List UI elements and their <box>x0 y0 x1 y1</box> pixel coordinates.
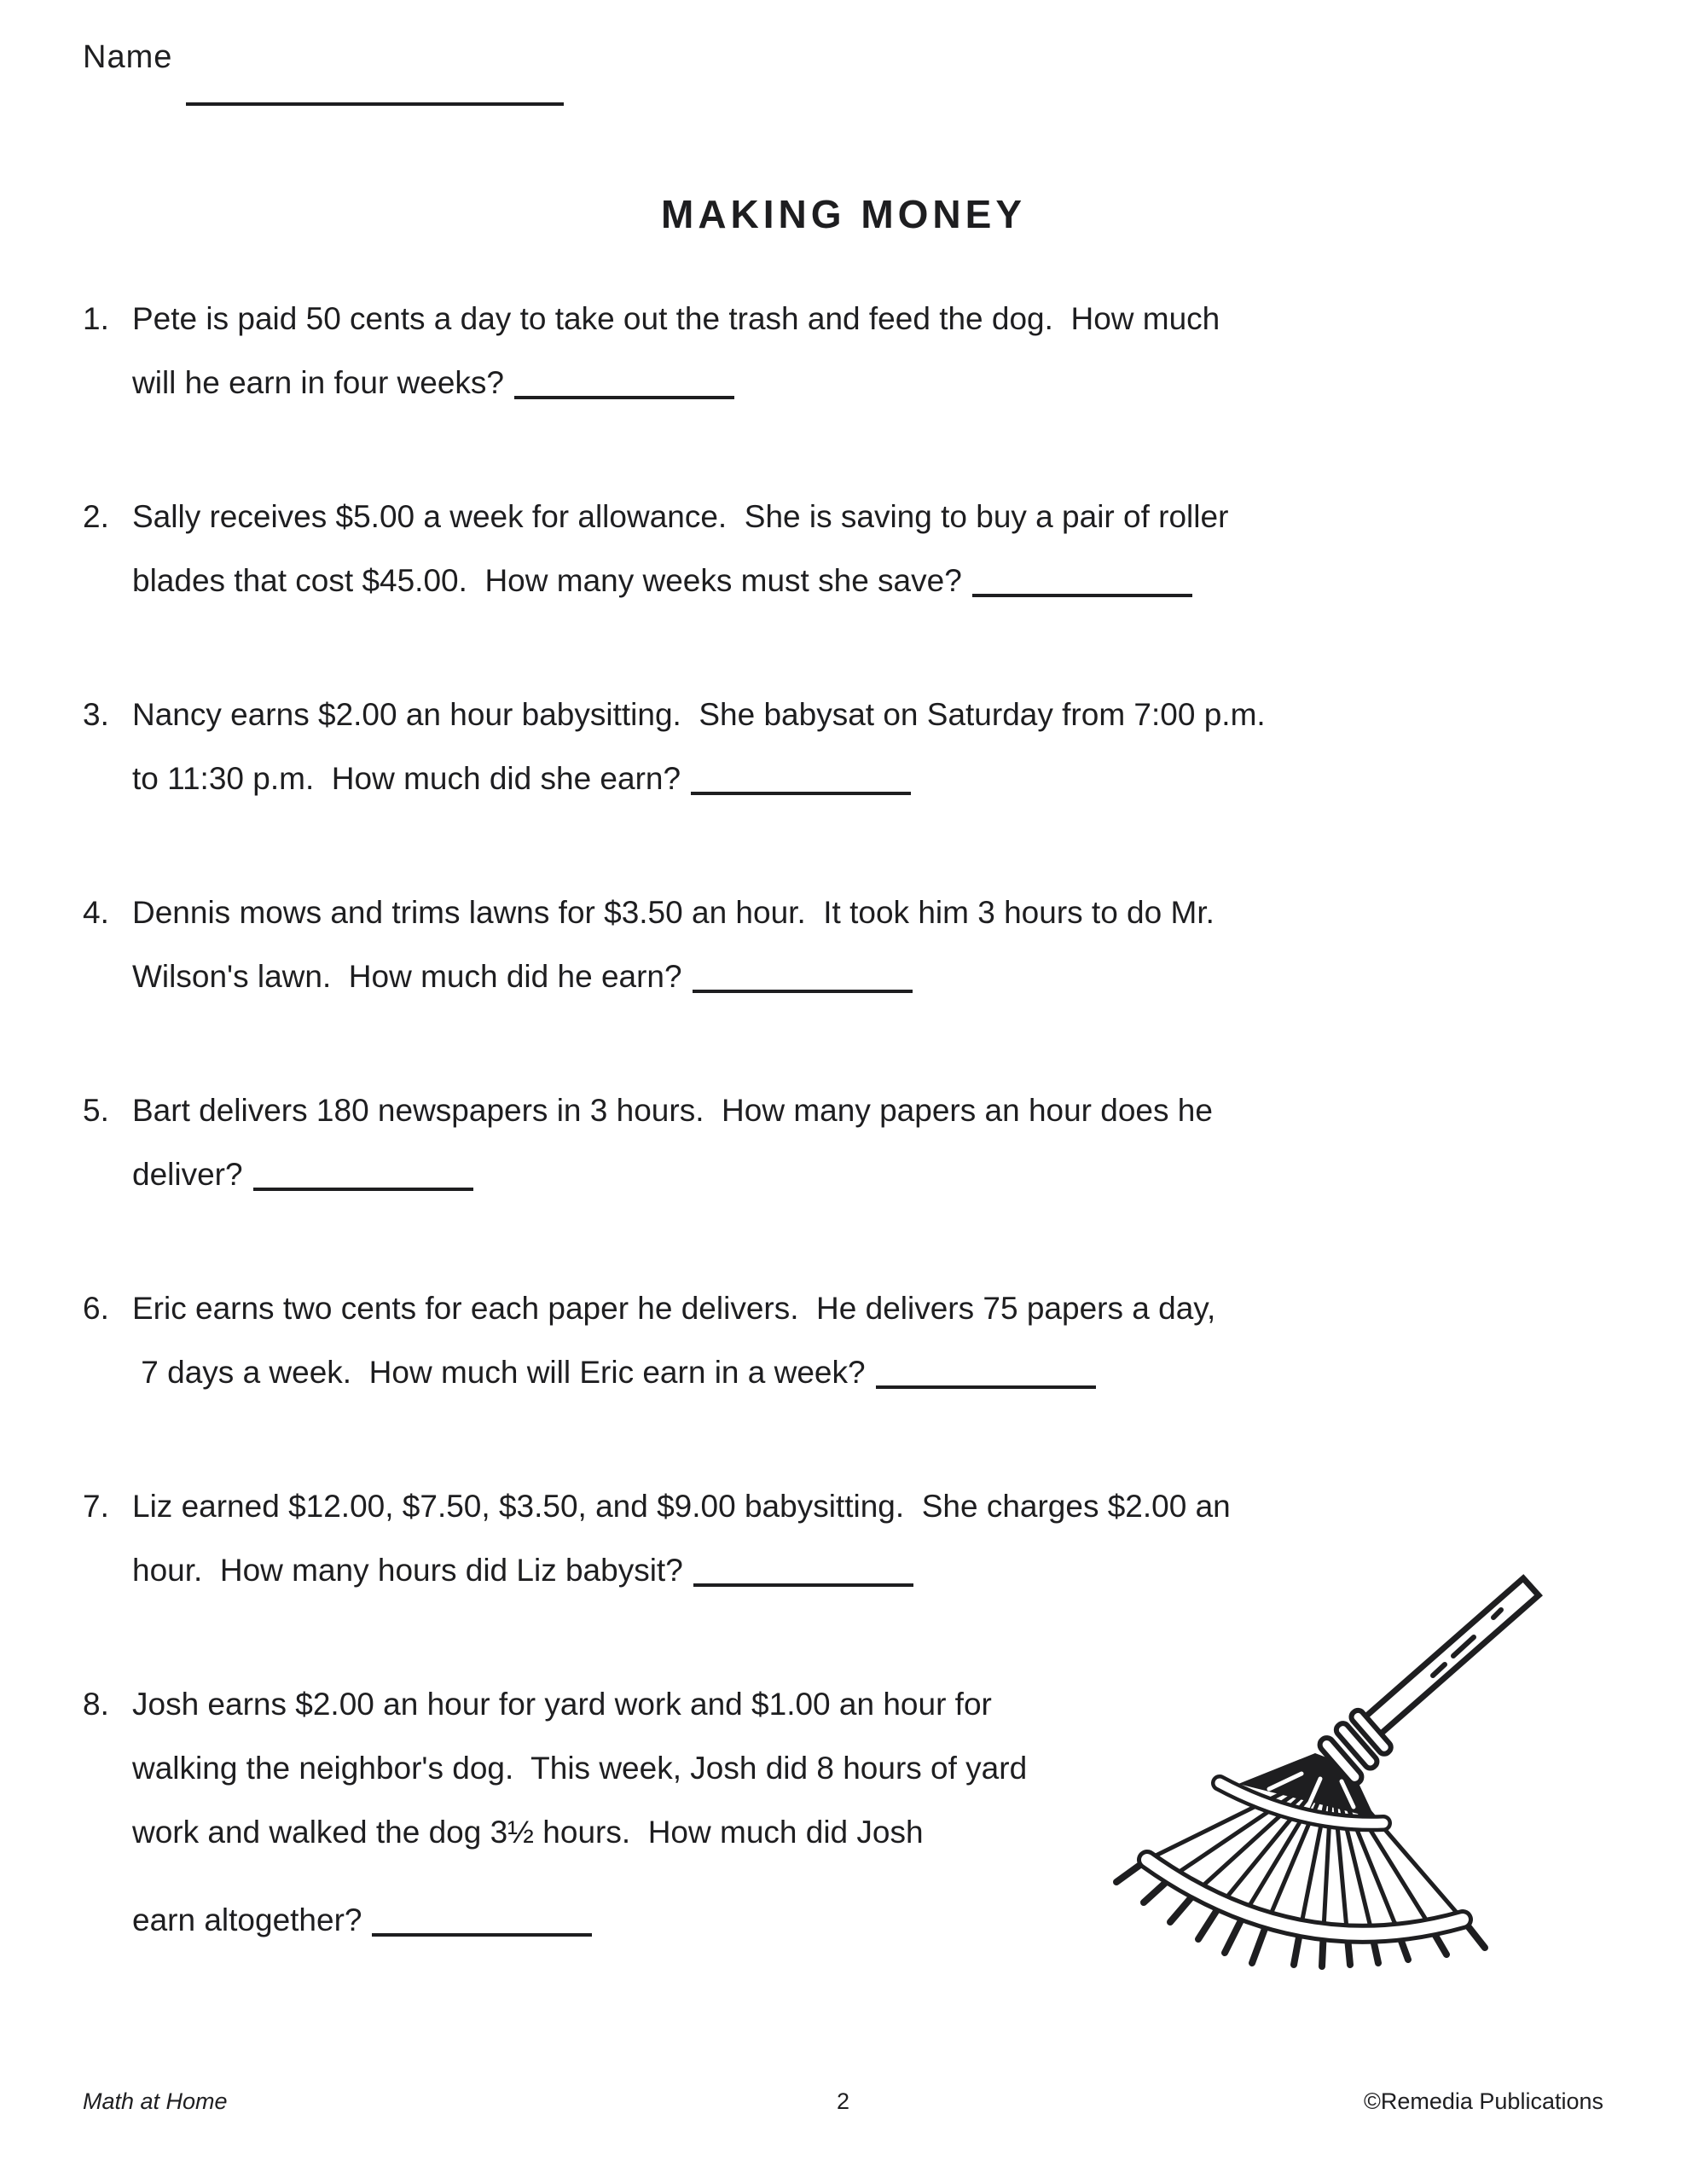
problem-text: Bart delivers 180 newspapers in 3 hours. How many papers an hour does he <box>132 1093 1213 1128</box>
problem-text-line <box>132 1276 1618 1340</box>
problem-5 <box>83 1078 1618 1206</box>
problem-text: Nancy earns $2.00 an hour babysitting. She babysat on Saturday from 7:00 p.m. <box>132 697 1266 732</box>
problem-number: 6. <box>83 1291 109 1326</box>
answer-blank <box>972 566 1192 597</box>
answer-blank <box>693 1555 913 1587</box>
problem-text-line <box>132 549 1618 613</box>
problem-text-line <box>132 1474 1618 1538</box>
problem-text-line <box>132 746 1618 810</box>
problem-number: 3. <box>83 697 109 732</box>
answer-blank <box>253 1159 473 1191</box>
answer-blank <box>514 368 734 399</box>
problem-text: Wilson's lawn. How much did he earn? <box>132 959 682 994</box>
problem-text: work and walked the dog 3½ hours. How much did Josh <box>132 1815 924 1850</box>
problem-text: Pete is paid 50 cents a day to take out the trash and feed the dog. How much <box>132 301 1220 336</box>
problem-text: deliver? <box>132 1157 243 1192</box>
problem-text: Eric earns two cents for each paper he delivers. He delivers 75 papers a day, <box>132 1291 1216 1326</box>
rake-illustration <box>1100 1565 1561 1975</box>
problem-text: blades that cost $45.00. How many weeks must she save? <box>132 563 962 598</box>
answer-blank <box>876 1357 1096 1389</box>
problem-text-line <box>132 944 1618 1008</box>
problem-number: 1. <box>83 301 109 336</box>
answer-blank <box>693 961 913 993</box>
problem-body <box>132 287 1618 415</box>
footer-page-number: 2 <box>836 2088 850 2114</box>
name-row <box>83 39 564 106</box>
problem-3 <box>83 682 1618 810</box>
footer-book-title: Math at Home <box>83 2088 228 2114</box>
problem-text-line <box>132 682 1618 746</box>
problem-text: Dennis mows and trims lawns for $3.50 an hour. It took him 3 hours to do Mr. <box>132 895 1215 930</box>
problem-text-line <box>132 351 1618 415</box>
answer-blank <box>691 764 911 795</box>
problem-number: 7. <box>83 1489 109 1524</box>
problem-6 <box>83 1276 1618 1404</box>
problem-text: Josh earns $2.00 an hour for yard work and $1.00 an hour for <box>132 1687 992 1722</box>
problem-text: will he earn in four weeks? <box>132 365 504 400</box>
name-label: Name <box>83 39 173 75</box>
footer-publisher: ©Remedia Publications <box>1363 2088 1603 2114</box>
problem-text: earn altogether? <box>132 1902 362 1937</box>
name-blank-line <box>186 39 564 106</box>
problem-text-line <box>132 1142 1618 1206</box>
page-title: MAKING MONEY <box>661 192 1026 236</box>
problem-number: 8. <box>83 1687 109 1722</box>
problem-text: Liz earned $12.00, $7.50, $3.50, and $9.00 babysitting. She charges $2.00 an <box>132 1489 1231 1524</box>
problem-number: 4. <box>83 895 109 930</box>
problem-text: walking the neighbor's dog. This week, Josh did 8 hours of yard <box>132 1751 1028 1786</box>
problem-body <box>132 485 1618 613</box>
problem-body <box>132 1078 1618 1206</box>
problem-text-line <box>132 1078 1618 1142</box>
problem-2 <box>83 485 1618 613</box>
problem-text-line <box>132 287 1618 351</box>
problem-body <box>132 682 1618 810</box>
problem-body <box>132 1276 1618 1404</box>
problem-text-line <box>132 1340 1618 1404</box>
problem-text: 7 days a week. How much will Eric earn in a week? <box>132 1355 866 1390</box>
page-footer <box>83 2088 1603 2124</box>
problem-text: to 11:30 p.m. How much did she earn? <box>132 761 681 796</box>
problem-text: Sally receives $5.00 a week for allowance. She is saving to buy a pair of roller <box>132 499 1229 534</box>
problem-4 <box>83 880 1618 1008</box>
problem-text: hour. How many hours did Liz babysit? <box>132 1553 683 1588</box>
problem-number: 5. <box>83 1093 109 1128</box>
problem-body <box>132 880 1618 1008</box>
problem-text-line <box>132 880 1618 944</box>
problem-1 <box>83 287 1618 415</box>
problem-text-line <box>132 485 1618 549</box>
problem-number: 2. <box>83 499 109 534</box>
answer-blank <box>372 1905 592 1937</box>
